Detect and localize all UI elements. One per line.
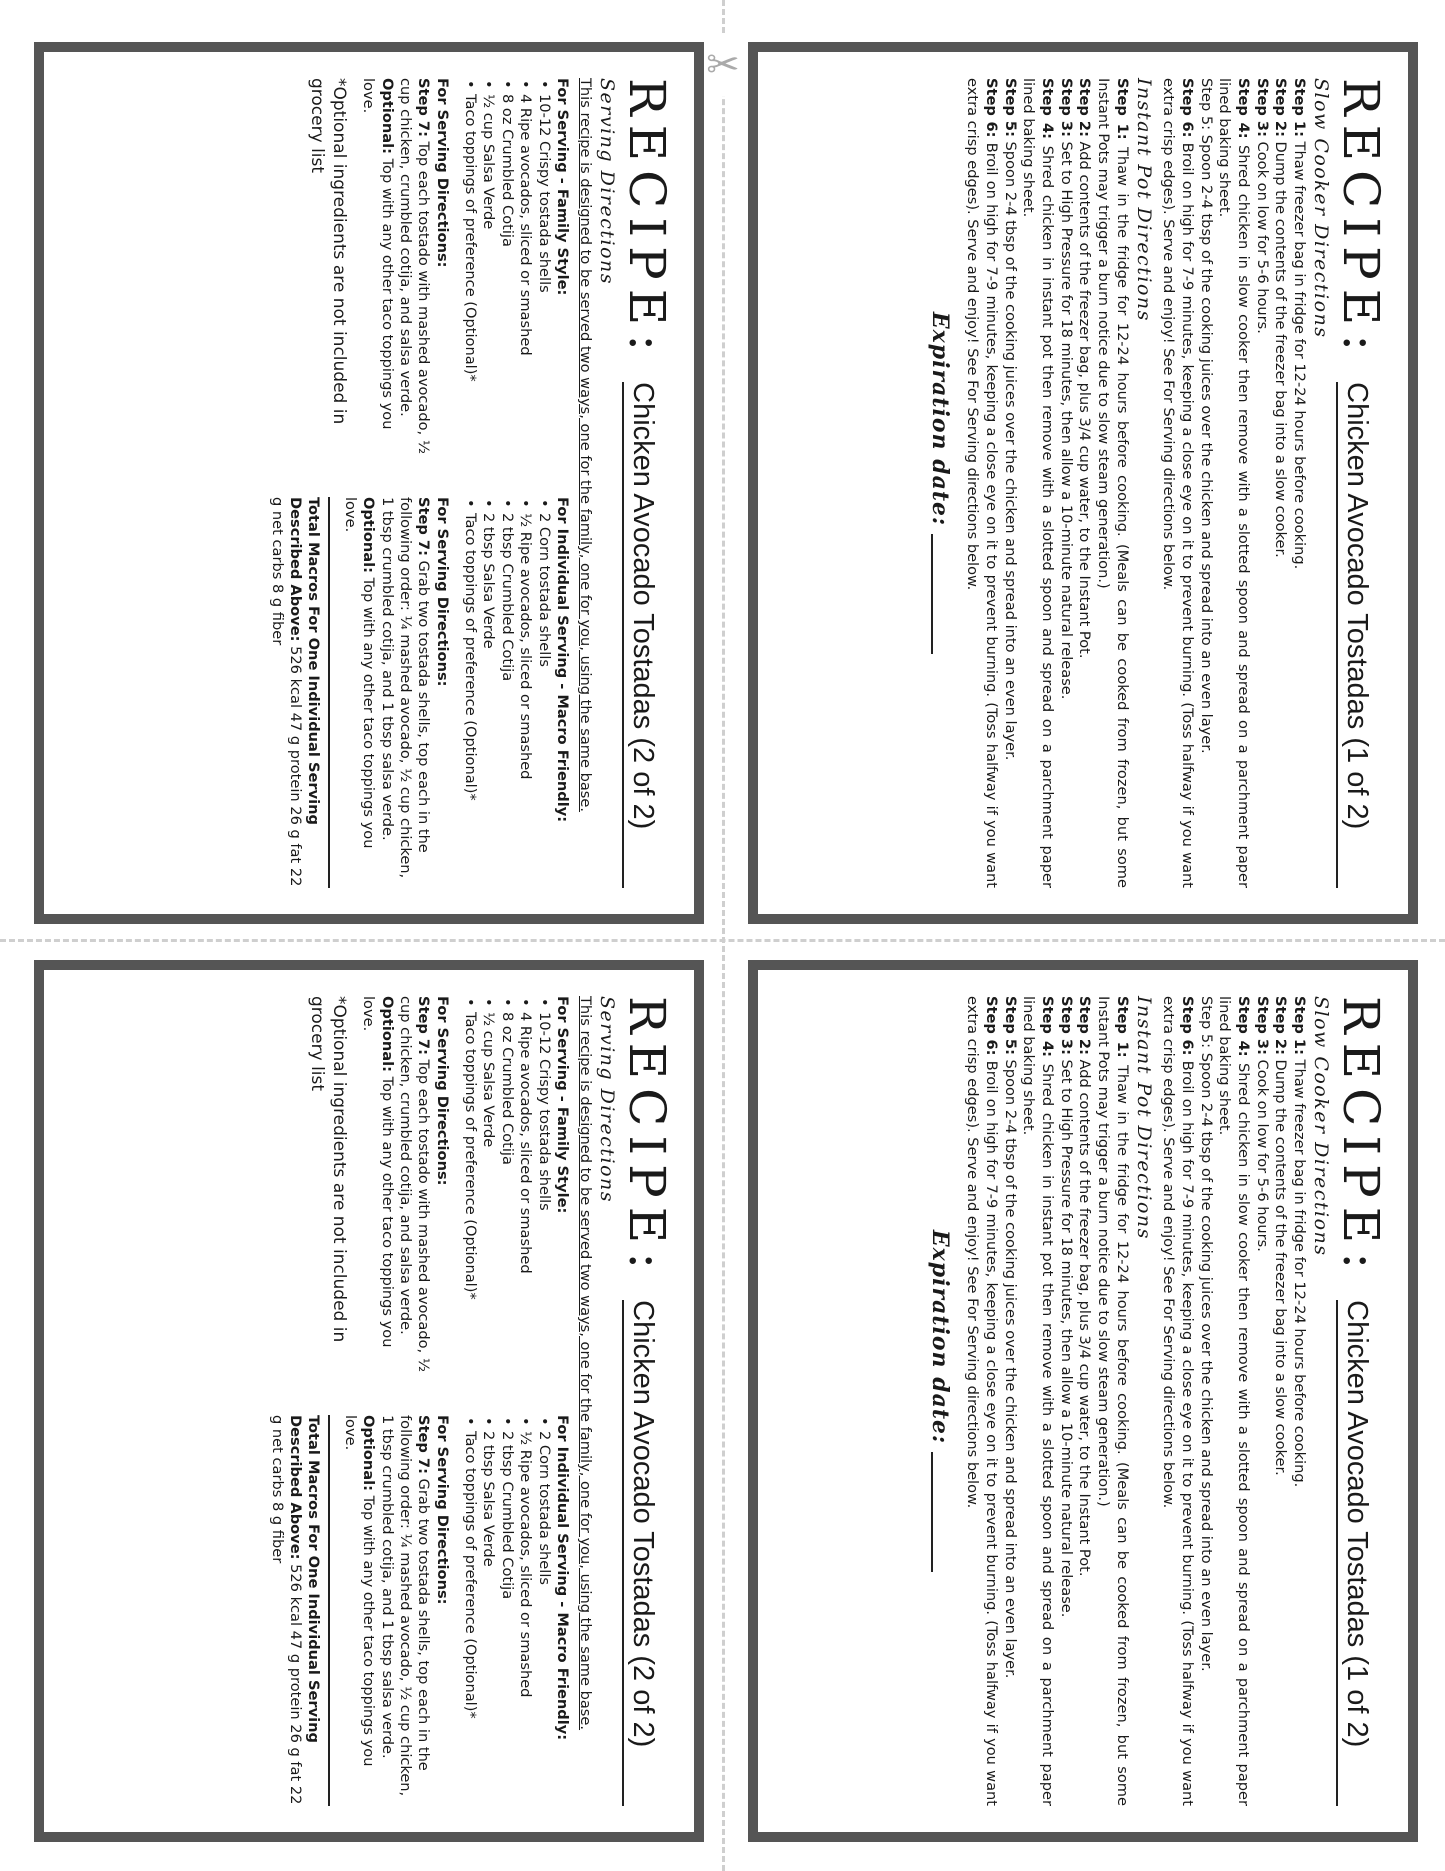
family-style-column <box>267 996 571 1401</box>
individual-column <box>267 1401 571 1806</box>
family-directions-heading: For Serving Directions: <box>433 996 451 1186</box>
direction-step <box>1093 996 1130 1806</box>
family-style-heading: For Serving - Family Style: <box>554 996 571 1214</box>
step-text: Shred chicken in instant pot then remove with a slotted spoon and spread on a parchment paper lined baking sheet. <box>1020 78 1056 888</box>
direction-step <box>1252 996 1271 1806</box>
ingredient-item: • Taco toppings of preference (Optional)* <box>461 78 479 469</box>
family-style-heading: For Serving - Family Style: <box>554 78 571 296</box>
recipe-heading: RECIPE: <box>1332 996 1390 1279</box>
direction-step <box>1289 996 1308 1806</box>
ingredient-item: • Taco toppings of preference (Optional)* <box>461 996 479 1387</box>
macros-summary <box>267 497 330 888</box>
step-label: Step 4: <box>1234 996 1252 1057</box>
individual-ingredient-list <box>461 497 553 888</box>
step-text: Set to High Pressure for 18 minutes, then allow a 10-minute natural release. <box>1057 136 1075 700</box>
step-text: Broil on high for 7-9 minutes, keeping a close eye on it to prevent burning. (Toss halfway if you want extra crisp edges). Serve and enjoy! See For Serving directions below. <box>1160 996 1196 1806</box>
recipe-heading: RECIPE: <box>618 996 676 1279</box>
direction-step <box>1019 78 1056 888</box>
ingredient-item: • 2 tbsp Salsa Verde <box>479 497 497 888</box>
serving-columns <box>267 78 571 888</box>
family-style-column <box>267 78 571 483</box>
step-label: Step 6: <box>1178 996 1196 1056</box>
ingredient-item: • 2 Corn tostada shells <box>534 497 552 888</box>
step-text: Step 5: Spoon 2-4 tbsp of the cooking juices over the chicken and spread into an even layer. <box>1197 996 1215 1672</box>
step-label: Step 6: <box>982 996 1000 1056</box>
card-content <box>44 52 694 914</box>
recipe-title: Chicken Avocado Tostadas (1 of 2) <box>1336 1300 1373 1806</box>
direction-step <box>1196 996 1215 1806</box>
individual-directions-heading: For Serving Directions: <box>433 1415 451 1605</box>
step-label: Step 4: <box>1038 78 1056 139</box>
expiration-label: Expiration date: <box>926 311 953 527</box>
step-text: Top each tostado with mashed avocado, ½ cup chicken, crumbled cotija, and salsa verde. <box>397 78 433 454</box>
step-text: Cook on low for 5-6 hours. <box>1253 1054 1271 1252</box>
family-optional <box>359 78 396 469</box>
step-label: Step 1: <box>1113 78 1131 140</box>
ingredient-item: • 2 tbsp Salsa Verde <box>479 1415 497 1806</box>
direction-step <box>1289 78 1308 888</box>
step-text: Dump the contents of the freezer bag into a slow cooker. <box>1272 1054 1290 1476</box>
horizontal-cut-line <box>0 939 1445 942</box>
title-row <box>1332 996 1390 1806</box>
ingredient-item: • Taco toppings of preference (Optional)* <box>461 497 479 888</box>
expiration-label: Expiration date: <box>926 1229 953 1445</box>
title-row <box>1332 78 1390 888</box>
step-text: Broil on high for 7-9 minutes, keeping a close eye on it to prevent burning. (Toss halfway if you want extra crisp edges). Serve and enjoy! See For Serving directions below. <box>964 78 1000 888</box>
individual-heading: For Individual Serving - Macro Friendly: <box>554 497 571 823</box>
macros-summary <box>267 1415 330 1806</box>
step-label: Step 4: <box>1038 996 1056 1057</box>
slow-cooker-heading: Slow Cooker Directions <box>1310 78 1332 339</box>
title-row <box>618 78 676 888</box>
step-label: Step 7: <box>415 996 433 1055</box>
recipe-card-2-bottom <box>34 960 704 1842</box>
footnote: *Optional ingredients are not included in grocery list <box>307 996 349 1343</box>
serving-heading: Serving Directions <box>596 996 618 1204</box>
individual-column <box>267 483 571 888</box>
direction-step <box>1159 78 1196 888</box>
family-step <box>396 996 433 1387</box>
step-label: Step 2: <box>1272 996 1290 1055</box>
individual-optional <box>341 497 378 888</box>
macros-text: 526 kcal 47 g protein 26 g fat 22 g net carbs 8 g fiber <box>268 1415 305 1805</box>
step-label: Step 5: <box>1001 78 1019 137</box>
step-text: Step 5: Spoon 2-4 tbsp of the cooking juices over the chicken and spread into an even layer. <box>1197 78 1215 754</box>
ingredient-item: • 10-12 Crispy tostada shells <box>534 78 552 469</box>
step-label: Step 3: <box>1057 996 1075 1055</box>
optional-label: Optional: <box>378 78 396 154</box>
step-text: Thaw freezer bag in fridge for 12-24 hours before cooking. <box>1291 136 1308 570</box>
direction-step <box>1075 78 1094 888</box>
family-directions-heading: For Serving Directions: <box>433 78 451 268</box>
card-content <box>44 970 694 1832</box>
step-label: Step 5: <box>1001 996 1019 1055</box>
instant-pot-steps <box>963 78 1131 888</box>
direction-step <box>1271 78 1290 888</box>
individual-heading: For Individual Serving - Macro Friendly: <box>554 1415 571 1741</box>
step-text: Grab two tostada shells, top each in the following order: ¼ mashed avocado, ½ cup chicken, 1 tbsp crumbled cotija, and 1 tbsp salsa verde. <box>378 497 433 879</box>
recipe-title: Chicken Avocado Tostadas (1 of 2) <box>1336 382 1373 888</box>
serving-intro: This recipe is designed to be served two ways, one for the family, one for you, using the same base. <box>577 996 594 1731</box>
instant-pot-heading: Instant Pot Directions <box>1132 78 1155 322</box>
optional-text: Top with any other taco toppings you love. <box>360 996 396 1348</box>
serving-intro: This recipe is designed to be served two ways, one for the family, one for you, using the same base. <box>577 78 594 813</box>
macros-text: 526 kcal 47 g protein 26 g fat 22 g net carbs 8 g fiber <box>268 497 305 887</box>
recipe-card-1-top <box>748 42 1418 924</box>
ingredient-item: • 2 tbsp Crumbled Cotija <box>498 497 516 888</box>
step-text: Broil on high for 7-9 minutes, keeping a close eye on it to prevent burning. (Toss halfway if you want extra crisp edges). Serve and enjoy! See For Serving directions below. <box>1160 78 1196 888</box>
recipe-heading: RECIPE: <box>618 78 676 361</box>
optional-text: Top with any other taco toppings you love. <box>341 1415 378 1767</box>
step-text: Spoon 2-4 tbsp of the cooking juices over the chicken and spread into an even layer. <box>1001 136 1019 761</box>
step-text: Shred chicken in slow cooker then remove with a slotted spoon and spread on a parchment paper lined baking sheet. <box>1216 996 1252 1806</box>
slow-cooker-steps <box>1159 996 1308 1806</box>
family-optional <box>359 996 396 1387</box>
direction-step <box>1019 996 1056 1806</box>
step-label: Step 2: <box>1076 996 1094 1055</box>
direction-step <box>1271 996 1290 1806</box>
expiration-row <box>927 78 953 888</box>
step-label: Step 4: <box>1234 78 1252 139</box>
ingredient-item: • ½ cup Salsa Verde <box>479 78 497 469</box>
recipe-card-2-top <box>34 42 704 924</box>
scissors-icon: ✂ <box>704 34 742 96</box>
optional-text: Top with any other taco toppings you love. <box>341 497 378 849</box>
family-ingredient-list <box>461 78 553 469</box>
macros-label: Total Macros For One Individual Serving Described Above: <box>287 1415 323 1743</box>
ingredient-item: • 4 Ripe avocados, sliced or smashed <box>516 78 534 469</box>
ingredient-item: • 4 Ripe avocados, sliced or smashed <box>516 996 534 1387</box>
step-text: Broil on high for 7-9 minutes, keeping a close eye on it to prevent burning. (Toss halfway if you want extra crisp edges). Serve and enjoy! See For Serving directions below. <box>964 996 1000 1806</box>
expiration-blank-line <box>931 534 933 654</box>
step-text: Shred chicken in instant pot then remove with a slotted spoon and spread on a parchment paper lined baking sheet. <box>1020 996 1056 1806</box>
optional-label: Optional: <box>360 497 378 573</box>
step-text: Add contents of the freezer bag, plus 3/4 cup water, to the Instant Pot. <box>1076 1054 1094 1577</box>
step-label: Step 6: <box>982 78 1000 138</box>
recipe-title: Chicken Avocado Tostadas (2 of 2) <box>622 382 659 888</box>
step-label: Step 3: <box>1057 78 1075 137</box>
step-text: Top each tostado with mashed avocado, ½ cup chicken, crumbled cotija, and salsa verde. <box>397 996 433 1372</box>
family-step <box>396 78 433 469</box>
ingredient-item: • ½ Ripe avocados, sliced or smashed <box>516 1415 534 1806</box>
vertical-cut-line <box>722 0 725 1871</box>
direction-step <box>963 996 1000 1806</box>
step-label: Step 7: <box>415 78 433 137</box>
step-label: Step 1: <box>1113 996 1131 1058</box>
family-ingredient-list <box>461 996 553 1387</box>
direction-step <box>1075 996 1094 1806</box>
card-content <box>758 52 1408 914</box>
individual-ingredient-list <box>461 1415 553 1806</box>
macros-label: Total Macros For One Individual Serving Described Above: <box>287 497 323 825</box>
expiration-blank-line <box>931 1452 933 1572</box>
ingredient-item: • ½ Ripe avocados, sliced or smashed <box>516 497 534 888</box>
direction-step <box>1093 78 1130 888</box>
step-text: Thaw freezer bag in fridge for 12-24 hours before cooking. <box>1291 1054 1308 1488</box>
direction-step <box>1196 78 1215 888</box>
step-label: Step 6: <box>1178 78 1196 138</box>
slow-cooker-heading: Slow Cooker Directions <box>1310 996 1332 1257</box>
step-text: Set to High Pressure for 18 minutes, then allow a 10-minute natural release. <box>1057 1054 1075 1618</box>
step-label: Step 7: <box>415 497 433 556</box>
individual-step <box>377 1415 432 1806</box>
direction-step <box>1056 78 1075 888</box>
card-content <box>758 970 1408 1832</box>
step-label: Step 3: <box>1253 78 1271 137</box>
optional-label: Optional: <box>378 996 396 1072</box>
step-text: Spoon 2-4 tbsp of the cooking juices over the chicken and spread into an even layer. <box>1001 1054 1019 1679</box>
step-text: Add contents of the freezer bag, plus 3/4 cup water, to the Instant Pot. <box>1076 136 1094 659</box>
step-text: Cook on low for 5-6 hours. <box>1253 136 1271 334</box>
instant-pot-steps <box>963 996 1131 1806</box>
serving-heading: Serving Directions <box>596 78 618 286</box>
direction-step <box>1215 78 1252 888</box>
direction-step <box>1252 78 1271 888</box>
serving-columns <box>267 996 571 1806</box>
optional-text: Top with any other taco toppings you love. <box>360 78 396 430</box>
ingredient-item: • Taco toppings of preference (Optional)* <box>461 1415 479 1806</box>
ingredient-item: • 2 tbsp Crumbled Cotija <box>498 1415 516 1806</box>
direction-step <box>1215 996 1252 1806</box>
ingredient-item: • 8 oz Crumbled Cotija <box>498 78 516 469</box>
step-label: Step 2: <box>1076 78 1094 137</box>
step-label: Step 1: <box>1291 78 1308 137</box>
title-row <box>618 996 676 1806</box>
instant-pot-heading: Instant Pot Directions <box>1132 996 1155 1240</box>
recipe-heading: RECIPE: <box>1332 78 1390 361</box>
expiration-row <box>927 996 953 1806</box>
step-text: Thaw in the fridge for 12-24 hours before cooking. (Meals can be cooked from frozen, but some Instant Pots may trigger a burn notice due to slow steam generation.) <box>1094 996 1131 1806</box>
recipe-card-1-bottom <box>748 960 1418 1842</box>
recipe-title: Chicken Avocado Tostadas (2 of 2) <box>622 1300 659 1806</box>
step-label: Step 3: <box>1253 996 1271 1055</box>
step-label: Step 1: <box>1291 996 1308 1055</box>
direction-step <box>963 78 1000 888</box>
ingredient-item: • 8 oz Crumbled Cotija <box>498 996 516 1387</box>
ingredient-item: • 2 Corn tostada shells <box>534 1415 552 1806</box>
footnote: *Optional ingredients are not included in grocery list <box>307 78 349 425</box>
step-text: Shred chicken in slow cooker then remove with a slotted spoon and spread on a parchment paper lined baking sheet. <box>1216 78 1252 888</box>
step-label: Step 2: <box>1272 78 1290 137</box>
individual-directions-heading: For Serving Directions: <box>433 497 451 687</box>
step-text: Grab two tostada shells, top each in the following order: ¼ mashed avocado, ½ cup chicken, 1 tbsp crumbled cotija, and 1 tbsp salsa verde. <box>378 1415 433 1797</box>
direction-step <box>1159 996 1196 1806</box>
step-label: Step 7: <box>415 1415 433 1474</box>
slow-cooker-steps <box>1159 78 1308 888</box>
ingredient-item: • ½ cup Salsa Verde <box>479 996 497 1387</box>
optional-label: Optional: <box>360 1415 378 1491</box>
individual-step <box>377 497 432 888</box>
direction-step <box>1056 996 1075 1806</box>
direction-step <box>1000 78 1019 888</box>
ingredient-item: • 10-12 Crispy tostada shells <box>534 996 552 1387</box>
step-text: Thaw in the fridge for 12-24 hours before cooking. (Meals can be cooked from frozen, but some Instant Pots may trigger a burn notice due to slow steam generation.) <box>1094 78 1131 888</box>
individual-optional <box>341 1415 378 1806</box>
direction-step <box>1000 996 1019 1806</box>
step-text: Dump the contents of the freezer bag into a slow cooker. <box>1272 136 1290 558</box>
